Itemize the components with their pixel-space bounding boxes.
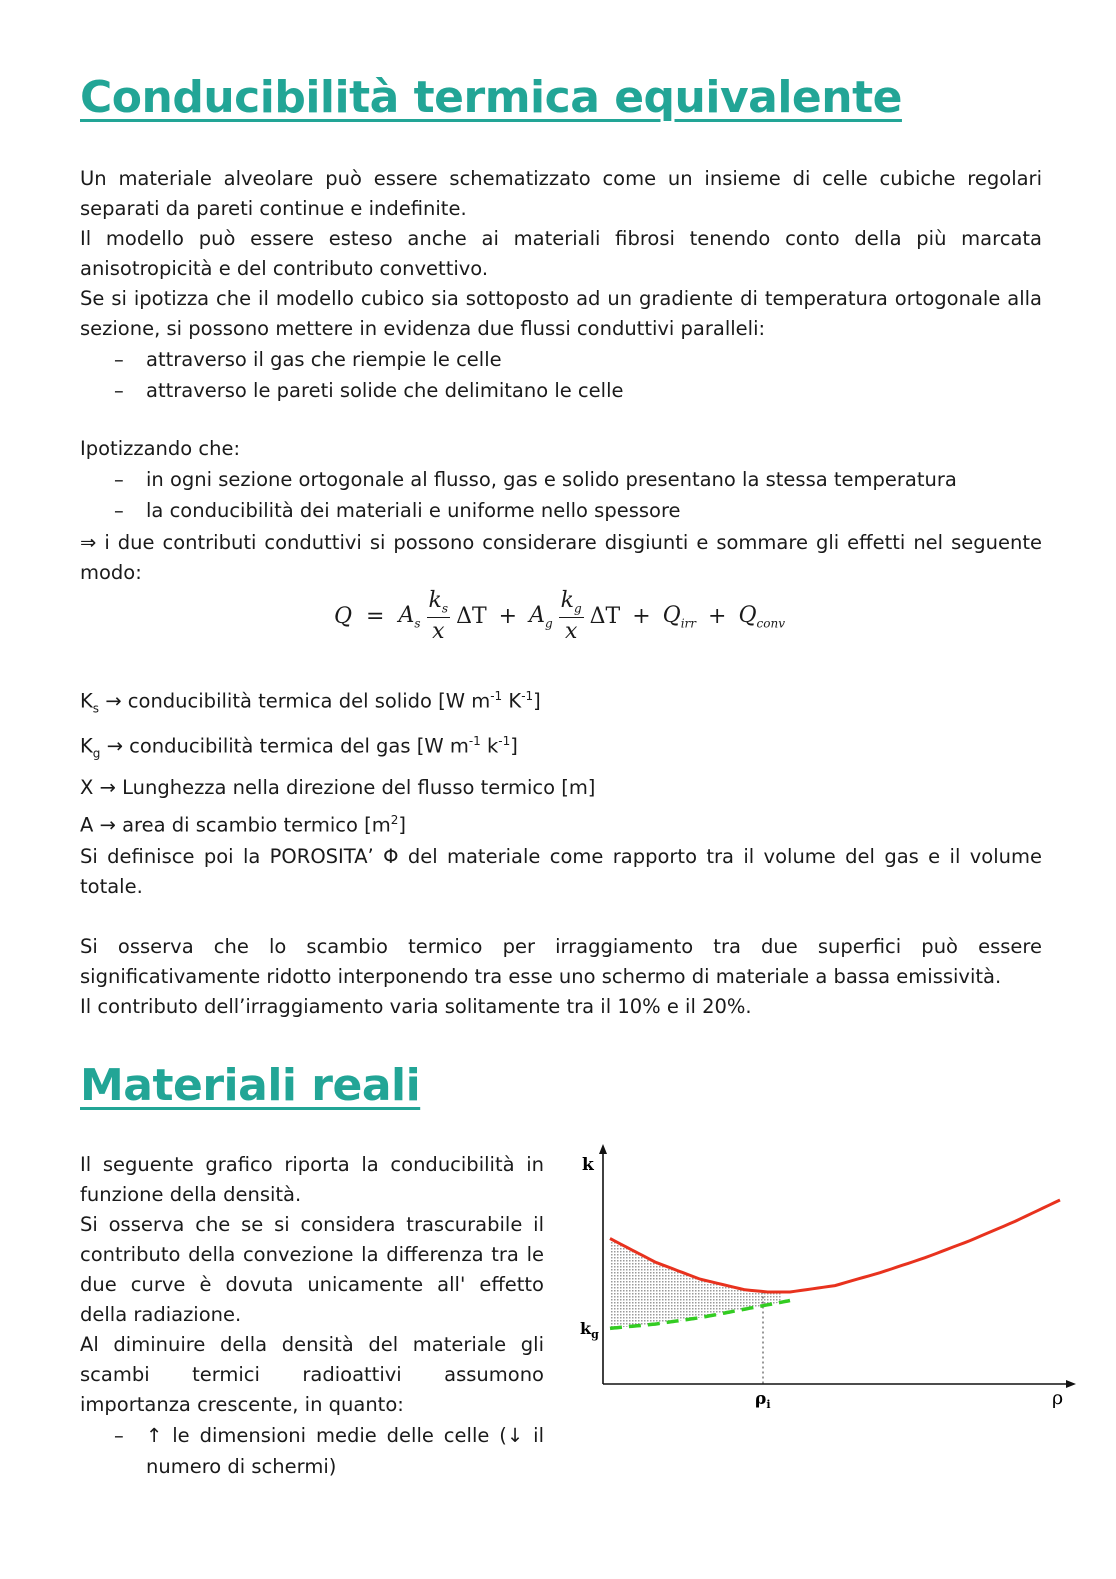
formula-equals: = — [366, 604, 385, 630]
hypotheses-list — [80, 464, 1042, 526]
reasons-list — [80, 1420, 544, 1482]
list-item: – attraverso il gas che riempie le celle — [80, 344, 1042, 375]
definition-a: A → area di scambio termico $[m^2]$ — [80, 812, 406, 837]
formula-plus: + — [498, 604, 518, 630]
porosity-block — [80, 842, 1042, 902]
definition-ks: $K_s$ → conducibilità termica del solido [W $m^{-1}$ $K^{-1}$] — [80, 689, 541, 716]
intro-block — [80, 164, 1042, 406]
formula-q-irr: $Q_{irr}$ — [662, 603, 697, 631]
formula-plus: + — [632, 604, 651, 630]
definitions-block — [80, 680, 1042, 841]
heat-flow-formula — [334, 590, 785, 643]
conclusion-text: ⇒ i due contributi conduttivi si possono considerare disgiunti e sommare gli effetti nel seguente modo: — [80, 531, 1042, 584]
y-axis-arrow-icon — [599, 1144, 607, 1154]
y-axis-label: k — [582, 1155, 594, 1175]
formula-q: Q — [334, 604, 353, 630]
list-item: – ↑ le dimensioni medie delle celle (↓ il numero di schermi) — [80, 1420, 544, 1482]
formula-kg-fraction: $\frac{k_g}{x}$ — [560, 588, 582, 645]
radiation-text: Si osserva che lo scambio termico per irraggiamento tra due superfici può essere significativamente ridotto interponendo tra esse uno schermo di materiale a bassa emissività. — [80, 935, 1042, 988]
radiation-percent-text: Il contributo dell’irraggiamento varia solitamente tra il 10% e il 20%. — [80, 995, 752, 1018]
porosity-text: Si definisce poi la POROSITA’ Φ del materiale come rapporto tra il volume del gas e il volume totale. — [80, 845, 1042, 898]
paragraph-densita: Al diminuire della densità del materiale gli scambi termici radioattivi assumono importanza crescente, in quanto: — [80, 1333, 544, 1416]
paragraph-grafico: Il seguente grafico riporta la conducibilità in funzione della densità. — [80, 1153, 544, 1206]
radiation-block — [80, 932, 1042, 1022]
hypothesis-intro: Ipotizzando che: — [80, 437, 241, 460]
paragraph-materiale-alveolare: Un materiale alveolare può essere schematizzato come un insieme di celle cubiche regolari separati da pareti continue e indefinite. — [80, 167, 1042, 220]
x-axis-label: ρ — [1052, 1387, 1064, 1409]
formula-ks-fraction: $\frac{k_s}{x}$ — [428, 588, 449, 645]
conductivity-density-chart — [572, 1140, 1082, 1420]
materials-block — [80, 1150, 544, 1482]
definition-kg: $K_g$ → conducibilità termica del gas [W $m^{-1}$ $k^{-1}$] — [80, 734, 518, 761]
paragraph-convezione: Si osserva che se si considera trascurabile il contributo della convezione la differenza tra le due curve è dovuta unicamente all' effetto della radiazione. — [80, 1213, 544, 1326]
formula-as: $A_s$ — [398, 603, 421, 631]
paragraph-gradiente: Se si ipotizza che il modello cubico sia sottoposto ad un gradiente di temperatura ortogonale alla sezione, si possono mettere in evidenza due flussi conduttivi paralleli: — [80, 287, 1042, 340]
section-title-materiali-reali: Materiali reali — [80, 1060, 421, 1111]
flows-list — [80, 344, 1042, 406]
x-axis-arrow-icon — [1066, 1380, 1076, 1388]
list-item: – in ogni sezione ortogonale al flusso, gas e solido presentano la stessa temperatura — [80, 464, 1042, 495]
section-title-conducibilita: Conducibilità termica equivalente — [80, 72, 902, 123]
paragraph-modello-fibrosi: Il modello può essere esteso anche ai materiali fibrosi tenendo conto della più marcata anisotropicità e del contributo convettivo. — [80, 227, 1042, 280]
formula-q-conv: $Q_{conv}$ — [738, 603, 785, 631]
rho-i-marker-label: $\rho_i$ — [755, 1389, 771, 1411]
formula-delta-t: ΔT — [589, 604, 621, 630]
list-item: – la conducibilità dei materiali e uniforme nello spessore — [80, 495, 1042, 526]
formula-ag: $A_g$ — [529, 603, 553, 631]
hypothesis-block — [80, 434, 1042, 588]
definition-x: X → Lunghezza nella direzione del flusso termico [m] — [80, 775, 596, 799]
kg-marker-label: $k_g$ — [580, 1319, 599, 1341]
formula-delta-t: ΔT — [456, 604, 487, 630]
list-item: – attraverso le pareti solide che delimitano le celle — [80, 375, 1042, 406]
formula-plus: + — [708, 604, 727, 630]
